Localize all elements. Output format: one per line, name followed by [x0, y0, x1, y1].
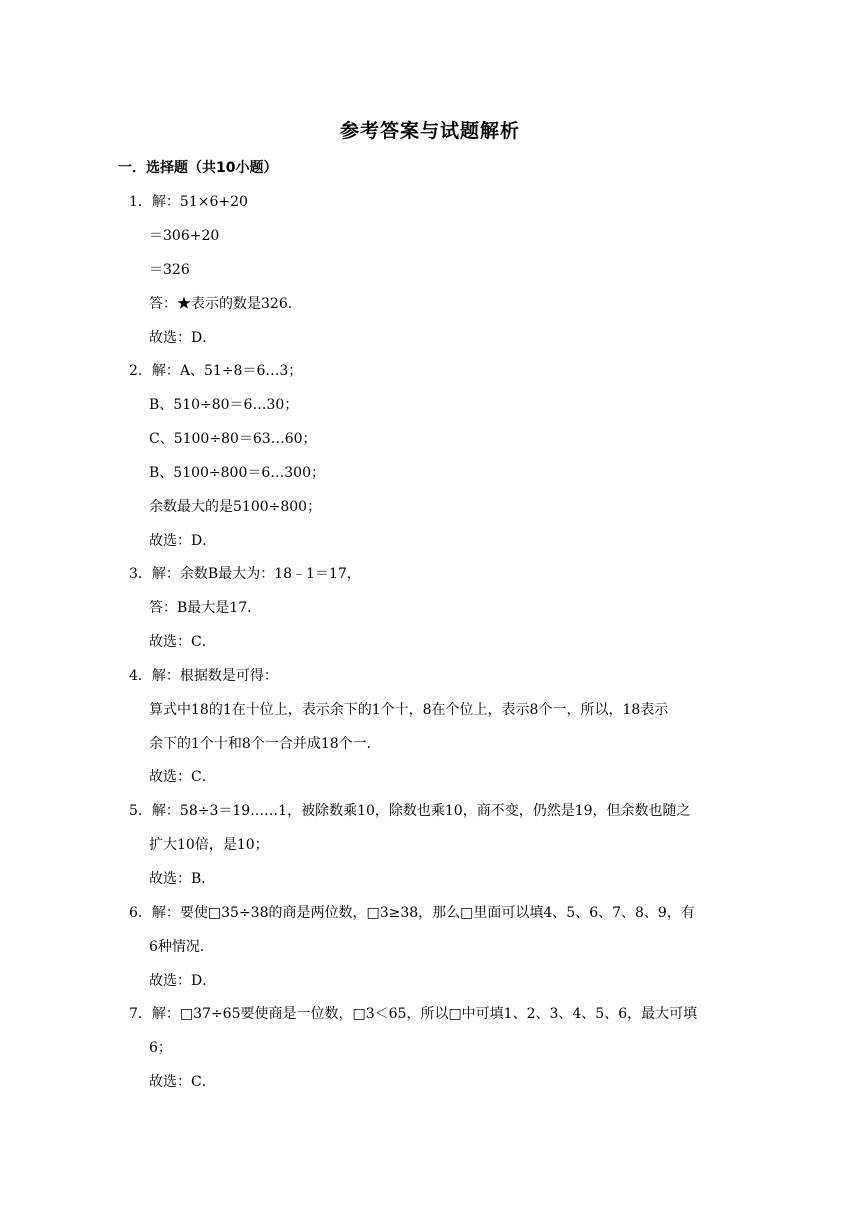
q1-line-4: 答：★表示的数是326． [149, 296, 302, 312]
q6-line-1: 6．解：要使□35÷38的商是两位数，□3≥38，那么□里面可以填4、5、6、7、8、9，有 [129, 905, 695, 921]
q7-choice: 故选：C． [149, 1074, 216, 1090]
q1-line-1: 1．解：51×6+20 [129, 194, 248, 210]
q2-line-4: B、5100÷800＝6…300； [149, 465, 325, 481]
q5-choice: 故选：B． [149, 871, 216, 887]
q7-line-2: 6； [149, 1040, 172, 1056]
q3-line-2: 答：B最大是17． [149, 600, 262, 616]
q5-line-2: 扩大10倍，是10； [149, 837, 269, 853]
q6-choice: 故选：D． [149, 973, 217, 989]
section-heading: 一．选择题（共10小题） [118, 160, 278, 176]
q3-choice: 故选：C． [149, 634, 216, 650]
q2-line-3: C、5100÷80＝63…60； [149, 431, 317, 447]
q1-line-3: ＝326 [149, 262, 190, 278]
q2-line-5: 余数最大的是5100÷800； [149, 499, 322, 515]
q4-line-3: 余下的1个十和8个一合并成18个一． [149, 736, 381, 752]
q4-choice: 故选：C． [149, 769, 216, 785]
q1-line-2: ＝306+20 [149, 228, 220, 244]
q6-line-2: 6种情况． [149, 939, 214, 955]
q4-line-1: 4．解：根据数是可得： [129, 668, 278, 684]
q2-line-1: 2．解：A、51÷8＝6…3； [129, 363, 303, 379]
q7-line-1: 7．解：□37÷65要使商是一位数，□3＜65，所以□中可填1、2、3、4、5、6，最大可填 [129, 1006, 698, 1022]
page-title: 参考答案与试题解析 [339, 120, 520, 142]
q2-choice: 故选：D． [149, 533, 217, 549]
q3-line-1: 3．解：余数B最大为：18﹣1＝17， [129, 566, 361, 582]
q2-line-2: B、510÷80＝6…30； [149, 397, 299, 413]
q1-choice: 故选：D． [149, 330, 217, 346]
q4-line-2: 算式中18的1在十位上，表示余下的1个十，8在个位上，表示8个一，所以，18表示 [149, 702, 669, 718]
q5-line-1: 5．解：58÷3＝19……1，被除数乘10，除数也乘10，商不变，仍然是19，但余数也随之 [129, 803, 691, 819]
